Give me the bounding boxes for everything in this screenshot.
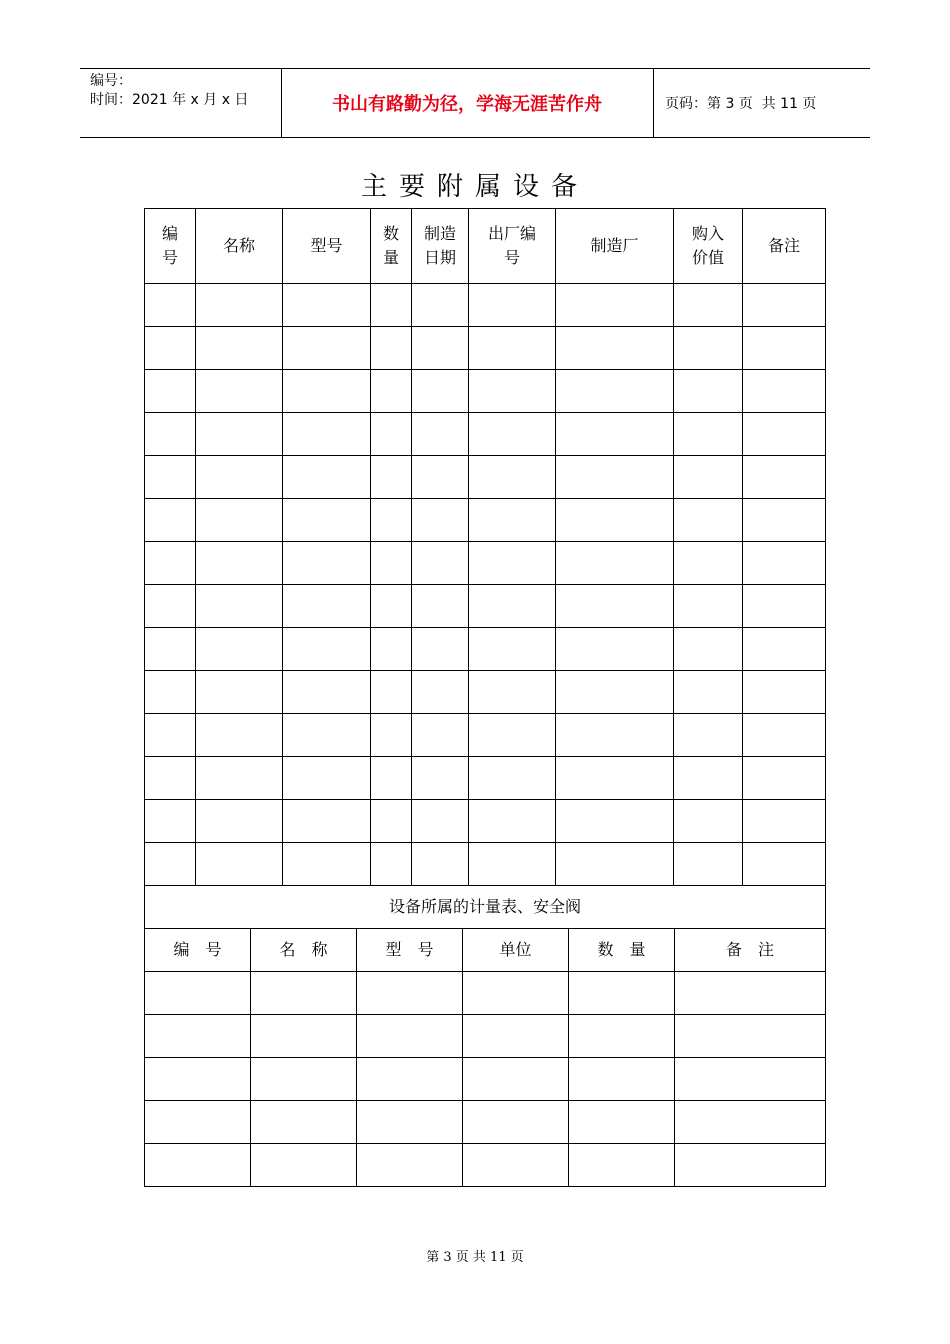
- table-cell[interactable]: [674, 542, 743, 585]
- table-cell[interactable]: [469, 671, 556, 714]
- table-cell[interactable]: [196, 714, 283, 757]
- table-cell[interactable]: [556, 456, 674, 499]
- table-cell[interactable]: [357, 1101, 463, 1144]
- column-header-line: 出厂编: [487, 224, 536, 243]
- table-cell[interactable]: [674, 456, 743, 499]
- table-cell[interactable]: [371, 628, 412, 671]
- time-label: 时间：2021 年 x 月 x 日: [90, 92, 249, 108]
- table-cell[interactable]: [674, 714, 743, 757]
- table-cell[interactable]: [145, 671, 196, 714]
- number-label: 编号：: [90, 73, 132, 89]
- table-row: [145, 628, 826, 671]
- table-cell[interactable]: [469, 628, 556, 671]
- table-row: [145, 542, 826, 585]
- table-cell[interactable]: [371, 456, 412, 499]
- table-cell[interactable]: [674, 370, 743, 413]
- table-cell[interactable]: [251, 1015, 357, 1058]
- table-cell[interactable]: [675, 1144, 826, 1187]
- table-cell[interactable]: [674, 628, 743, 671]
- table-cell[interactable]: [145, 413, 196, 456]
- column-header: 数 量: [569, 929, 675, 972]
- table-cell[interactable]: [283, 499, 371, 542]
- table-row: [145, 327, 826, 370]
- column-header: 型 号: [357, 929, 463, 972]
- page-footer: [0, 1246, 950, 1265]
- table-cell[interactable]: [283, 628, 371, 671]
- table-cell[interactable]: [283, 413, 371, 456]
- table-cell[interactable]: [743, 800, 826, 843]
- table-cell[interactable]: [145, 757, 196, 800]
- table-cell[interactable]: [196, 542, 283, 585]
- table-cell[interactable]: [283, 843, 371, 886]
- table-cell[interactable]: [145, 542, 196, 585]
- table-cell[interactable]: [674, 757, 743, 800]
- table-cell[interactable]: [569, 1144, 675, 1187]
- column-header: 名 称: [251, 929, 357, 972]
- table-cell[interactable]: [674, 327, 743, 370]
- table-cell[interactable]: [674, 800, 743, 843]
- table-cell[interactable]: [196, 370, 283, 413]
- column-header: [196, 209, 283, 284]
- table-cell[interactable]: [412, 843, 469, 886]
- table-cell[interactable]: [196, 284, 283, 327]
- column-header: [371, 209, 412, 284]
- table-cell[interactable]: [145, 585, 196, 628]
- column-header-line: 日期: [423, 248, 456, 267]
- table-header-row: [145, 209, 826, 284]
- table-cell[interactable]: [674, 499, 743, 542]
- footer-text: 第 3 页 共 11 页: [426, 1250, 524, 1265]
- column-header: [556, 209, 674, 284]
- header-divider: [653, 69, 654, 137]
- column-header-line: 号: [161, 248, 178, 267]
- table-cell[interactable]: [145, 800, 196, 843]
- table-cell[interactable]: [196, 843, 283, 886]
- meter-header-row: [145, 929, 826, 972]
- table-cell[interactable]: [371, 800, 412, 843]
- table-cell[interactable]: [283, 542, 371, 585]
- meter-table-caption-row: [145, 886, 826, 929]
- table-cell[interactable]: [556, 284, 674, 327]
- table-cell[interactable]: [743, 327, 826, 370]
- table-row: [145, 714, 826, 757]
- table-row: [145, 843, 826, 886]
- column-header-line: 量: [382, 248, 399, 267]
- column-header-line: 型号: [310, 236, 343, 255]
- table-row: [145, 370, 826, 413]
- column-header: 备 注: [675, 929, 826, 972]
- header-motto: 书山有路勤为径，学海无涯苦作舟: [332, 94, 602, 115]
- table-cell[interactable]: [196, 757, 283, 800]
- table-cell[interactable]: [674, 843, 743, 886]
- table-cell[interactable]: [145, 370, 196, 413]
- column-header: [412, 209, 469, 284]
- table-cell[interactable]: [357, 1144, 463, 1187]
- page-header: [80, 68, 870, 138]
- table-cell[interactable]: [556, 800, 674, 843]
- table-cell[interactable]: [469, 413, 556, 456]
- table-cell[interactable]: [251, 972, 357, 1015]
- table-row: [145, 413, 826, 456]
- table-row: [145, 1015, 826, 1058]
- table-row: [145, 671, 826, 714]
- table-cell[interactable]: [675, 1101, 826, 1144]
- table-cell[interactable]: [251, 1144, 357, 1187]
- table-cell[interactable]: [569, 1101, 675, 1144]
- equipment-table: [144, 208, 826, 886]
- table-cell[interactable]: [145, 1058, 251, 1101]
- table-cell[interactable]: [674, 413, 743, 456]
- table-cell[interactable]: [674, 284, 743, 327]
- table-cell[interactable]: [145, 327, 196, 370]
- table-cell[interactable]: [371, 585, 412, 628]
- table-cell[interactable]: [469, 542, 556, 585]
- column-header: [469, 209, 556, 284]
- table-cell[interactable]: [357, 1058, 463, 1101]
- table-cell[interactable]: [556, 757, 674, 800]
- table-row: [145, 1144, 826, 1187]
- page-title: 主要附属设备: [360, 172, 589, 202]
- table-row: [145, 800, 826, 843]
- table-cell[interactable]: [412, 671, 469, 714]
- table-row: [145, 284, 826, 327]
- table-cell[interactable]: [357, 1015, 463, 1058]
- table-cell[interactable]: [145, 1015, 251, 1058]
- table-cell[interactable]: [412, 370, 469, 413]
- table-cell[interactable]: [463, 1058, 569, 1101]
- table-cell[interactable]: [371, 284, 412, 327]
- table-cell[interactable]: [469, 284, 556, 327]
- table-cell[interactable]: [556, 671, 674, 714]
- table-row: [145, 1101, 826, 1144]
- table-cell[interactable]: [196, 413, 283, 456]
- table-cell[interactable]: [674, 585, 743, 628]
- table-cell[interactable]: [283, 284, 371, 327]
- table-cell[interactable]: [196, 499, 283, 542]
- table-cell[interactable]: [743, 499, 826, 542]
- table-cell[interactable]: [743, 757, 826, 800]
- table-cell[interactable]: [556, 499, 674, 542]
- table-row: [145, 1058, 826, 1101]
- table-cell[interactable]: [556, 370, 674, 413]
- table-cell[interactable]: [469, 327, 556, 370]
- column-header-line: 制造厂: [590, 236, 639, 255]
- table-cell[interactable]: [283, 671, 371, 714]
- table-cell[interactable]: [251, 1101, 357, 1144]
- table-cell[interactable]: [463, 972, 569, 1015]
- table-cell[interactable]: [556, 542, 674, 585]
- table-cell[interactable]: [145, 1101, 251, 1144]
- table-cell[interactable]: [371, 542, 412, 585]
- column-header: 编 号: [145, 929, 251, 972]
- table-cell[interactable]: [145, 628, 196, 671]
- table-row: [145, 456, 826, 499]
- table-cell[interactable]: [145, 1144, 251, 1187]
- table-cell[interactable]: [196, 585, 283, 628]
- table-cell[interactable]: [145, 284, 196, 327]
- table-cell[interactable]: [469, 456, 556, 499]
- table-cell[interactable]: [357, 972, 463, 1015]
- table-cell[interactable]: [145, 972, 251, 1015]
- header-page-info: [665, 69, 816, 137]
- table-cell[interactable]: [283, 327, 371, 370]
- table-cell[interactable]: [463, 1015, 569, 1058]
- table-cell[interactable]: [569, 1058, 675, 1101]
- table-cell[interactable]: [675, 1058, 826, 1101]
- table-cell[interactable]: [743, 456, 826, 499]
- column-header-line: 名称: [222, 236, 255, 255]
- table-cell[interactable]: [743, 671, 826, 714]
- column-header-line: 编: [161, 224, 178, 243]
- table-cell[interactable]: [283, 714, 371, 757]
- table-cell[interactable]: [283, 456, 371, 499]
- table-cell[interactable]: [469, 843, 556, 886]
- table-cell[interactable]: [743, 628, 826, 671]
- column-header-line: 购入: [691, 224, 724, 243]
- header-meta: [90, 72, 248, 110]
- table-row: [145, 757, 826, 800]
- table-cell[interactable]: [412, 456, 469, 499]
- table-cell[interactable]: [412, 284, 469, 327]
- table-cell[interactable]: [556, 843, 674, 886]
- table-cell[interactable]: [371, 843, 412, 886]
- column-header: 单位: [463, 929, 569, 972]
- table-cell[interactable]: [145, 714, 196, 757]
- table-cell[interactable]: [196, 800, 283, 843]
- column-header-line: 数: [382, 224, 399, 243]
- table-cell[interactable]: [412, 757, 469, 800]
- meter-table: [144, 885, 826, 1187]
- table-cell[interactable]: [371, 413, 412, 456]
- table-cell[interactable]: [412, 800, 469, 843]
- table-cell[interactable]: [556, 628, 674, 671]
- table-cell[interactable]: [412, 327, 469, 370]
- table-cell[interactable]: [412, 628, 469, 671]
- table-cell[interactable]: [463, 1101, 569, 1144]
- table-cell[interactable]: [412, 714, 469, 757]
- column-header: [145, 209, 196, 284]
- table-cell[interactable]: [469, 370, 556, 413]
- table-cell[interactable]: [743, 370, 826, 413]
- table-cell[interactable]: [412, 542, 469, 585]
- table-cell[interactable]: [569, 1015, 675, 1058]
- table-cell[interactable]: [412, 413, 469, 456]
- table-row: [145, 499, 826, 542]
- table-cell[interactable]: [556, 714, 674, 757]
- column-header-line: 号: [503, 248, 520, 267]
- table-cell[interactable]: [469, 757, 556, 800]
- table-cell[interactable]: [463, 1144, 569, 1187]
- table-cell[interactable]: [196, 628, 283, 671]
- column-header-line: 价值: [691, 248, 724, 267]
- table-cell[interactable]: [283, 800, 371, 843]
- table-cell[interactable]: [371, 714, 412, 757]
- column-header-line: 备注: [767, 236, 800, 255]
- table-cell[interactable]: [469, 585, 556, 628]
- table-cell[interactable]: [743, 542, 826, 585]
- table-row: [145, 585, 826, 628]
- column-header-line: 制造: [423, 224, 456, 243]
- table-cell[interactable]: [556, 327, 674, 370]
- table-cell[interactable]: [743, 284, 826, 327]
- table-row: [145, 972, 826, 1015]
- column-header: [283, 209, 371, 284]
- column-header: [674, 209, 743, 284]
- table-cell[interactable]: [196, 671, 283, 714]
- column-header: [743, 209, 826, 284]
- table-cell[interactable]: [371, 757, 412, 800]
- table-cell[interactable]: [675, 972, 826, 1015]
- table-cell[interactable]: [145, 843, 196, 886]
- table-cell[interactable]: [743, 843, 826, 886]
- table-cell[interactable]: [283, 585, 371, 628]
- meter-table-caption: 设备所属的计量表、安全阀: [145, 886, 826, 929]
- table-cell[interactable]: [371, 327, 412, 370]
- table-cell[interactable]: [196, 456, 283, 499]
- table-cell[interactable]: [283, 757, 371, 800]
- table-cell[interactable]: [251, 1058, 357, 1101]
- table-cell[interactable]: [371, 370, 412, 413]
- table-cell[interactable]: [743, 714, 826, 757]
- table-cell[interactable]: [675, 1015, 826, 1058]
- table-cell[interactable]: [556, 413, 674, 456]
- table-cell[interactable]: [412, 585, 469, 628]
- table-cell[interactable]: [145, 456, 196, 499]
- table-cell[interactable]: [371, 499, 412, 542]
- table-cell[interactable]: [283, 370, 371, 413]
- table-cell[interactable]: [569, 972, 675, 1015]
- table-cell[interactable]: [743, 585, 826, 628]
- table-cell[interactable]: [556, 585, 674, 628]
- table-cell[interactable]: [674, 671, 743, 714]
- page-info-text: 页码：第 3 页 共 11 页: [665, 96, 817, 112]
- table-cell[interactable]: [145, 499, 196, 542]
- table-cell[interactable]: [743, 413, 826, 456]
- table-cell[interactable]: [412, 499, 469, 542]
- table-cell[interactable]: [469, 800, 556, 843]
- table-cell[interactable]: [469, 714, 556, 757]
- table-cell[interactable]: [371, 671, 412, 714]
- table-cell[interactable]: [196, 327, 283, 370]
- table-cell[interactable]: [469, 499, 556, 542]
